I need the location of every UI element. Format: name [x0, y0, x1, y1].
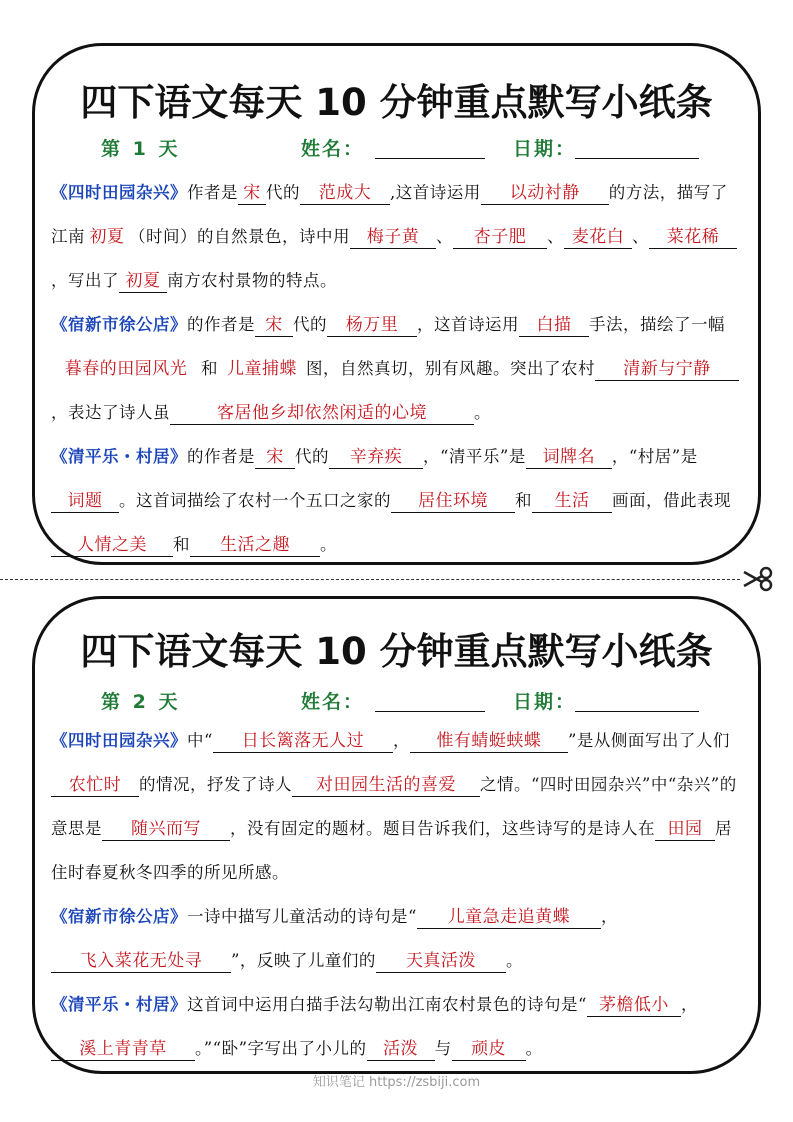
text: 和 [515, 491, 532, 510]
answer-blank[interactable]: 顽皮 [452, 1038, 526, 1061]
date-label: 日期： [513, 691, 577, 713]
answer-blank[interactable]: 人情之美 [51, 534, 173, 557]
text: ,这首诗运用 [390, 183, 481, 202]
answer-blank[interactable]: 茅檐低小 [587, 994, 681, 1017]
text: ， [680, 995, 698, 1014]
name-field[interactable] [375, 687, 485, 712]
text: 、 [632, 227, 649, 246]
answer-blank[interactable]: 儿童捕蝶 [227, 359, 297, 379]
text: 居住时春夏秋冬四季的所见所感。 [51, 819, 732, 882]
text: 和 [201, 359, 218, 378]
card-title: 四下语文每天 10 分钟重点默写小纸条 [80, 81, 713, 124]
poem-title: 《四时田园杂兴》 [51, 183, 187, 202]
answer-blank[interactable]: 暮春的田园风光 [64, 359, 188, 379]
scissors-icon [742, 566, 774, 592]
answer-blank[interactable]: 词牌名 [526, 446, 612, 469]
text: 。 [525, 1039, 543, 1058]
answer-blank[interactable]: 对田园生活的喜爱 [292, 774, 480, 797]
answer-blank[interactable]: 梅子黄 [350, 226, 436, 249]
text: ， [600, 907, 618, 926]
answer-blank[interactable]: 杏子肥 [453, 226, 547, 249]
text: 。 [320, 535, 337, 554]
answer-blank[interactable]: 居住环境 [391, 490, 515, 513]
poem-title: 《四时田园杂兴》 [51, 731, 187, 750]
text: 中“ [187, 731, 213, 750]
answer-blank[interactable]: 溪上青青草 [51, 1038, 195, 1061]
answer-blank[interactable]: 田园 [655, 818, 715, 841]
answer-blank[interactable]: 生活 [532, 490, 612, 513]
answer-blank[interactable]: 初夏 [119, 270, 167, 293]
text: （时间）的自然景色，诗中用 [129, 227, 350, 246]
text: 和 [173, 535, 190, 554]
text: 南方农村景物的特点。 [167, 271, 337, 290]
answer-blank[interactable]: 麦花白 [564, 226, 632, 249]
answer-blank[interactable]: 词题 [51, 490, 119, 513]
text: 代的 [266, 183, 300, 202]
answer-blank[interactable]: 活泼 [367, 1038, 435, 1061]
dictation-card-day-1 [32, 43, 761, 565]
poem-title: 《宿新市徐公店》 [51, 907, 187, 926]
text: 作者是 [187, 183, 238, 202]
poem-title: 《清平乐・村居》 [51, 447, 187, 466]
card-header [35, 134, 758, 164]
card-body [51, 719, 744, 1071]
text: 。”“卧”字写出了小儿的 [195, 1039, 367, 1058]
text: 的情况，抒发了诗人 [139, 775, 292, 794]
answer-blank[interactable]: 范成大 [300, 182, 390, 205]
text: ， [392, 731, 410, 750]
text: ，没有固定的题材。题目告诉我们，这些诗写的是诗人在 [230, 819, 655, 838]
answer-blank[interactable]: 生活之趣 [190, 534, 320, 557]
day-label: 第 2 天 [101, 691, 181, 713]
poem-title: 《宿新市徐公店》 [51, 315, 187, 334]
answer-blank[interactable]: 飞入菜花无处寻 [51, 950, 231, 973]
name-label: 姓名： [301, 138, 365, 160]
card-header [35, 687, 758, 717]
text: 的作者是 [187, 447, 255, 466]
text: 、 [547, 227, 564, 246]
answer-blank[interactable]: 辛弃疾 [329, 446, 423, 469]
paragraph-poem-3 [51, 435, 744, 567]
text: ，“清平乐”是 [423, 447, 526, 466]
answer-blank[interactable]: 菜花稀 [649, 226, 737, 249]
answer-blank[interactable]: 宋 [255, 314, 293, 337]
paragraph-poem-1 [51, 171, 744, 303]
text: 这首词中运用白描手法勾勒出江南农村景色的诗句是“ [187, 995, 587, 1014]
answer-blank[interactable]: 天真活泼 [376, 950, 506, 973]
answer-blank[interactable]: 儿童急走追黄蝶 [417, 906, 601, 929]
text: 手法，描绘了一幅 [589, 315, 725, 334]
text: 图，自然真切，别有风趣。突出了农村 [306, 359, 595, 378]
answer-blank[interactable]: 宋 [255, 446, 295, 469]
name-label: 姓名： [301, 691, 365, 713]
text: 代的 [293, 315, 327, 334]
card-body [51, 171, 744, 567]
answer-blank[interactable]: 惟有蜻蜓蛱蝶 [410, 730, 568, 753]
dictation-card-day-2 [32, 596, 761, 1074]
answer-blank[interactable]: 客居他乡却依然闲适的心境 [170, 402, 474, 425]
answer-blank[interactable]: 随兴而写 [102, 818, 230, 841]
text: ，写出了 [51, 271, 119, 290]
paragraph-poem-1 [51, 719, 744, 895]
paragraph-poem-2 [51, 895, 744, 983]
paragraph-poem-3 [51, 983, 744, 1071]
answer-blank[interactable]: 初夏 [89, 227, 125, 247]
date-label: 日期： [513, 138, 577, 160]
text: 画面，借此表现 [612, 491, 731, 510]
name-field[interactable] [375, 134, 485, 159]
text: 的作者是 [187, 315, 255, 334]
answer-blank[interactable]: 杨万里 [327, 314, 417, 337]
cut-line [0, 579, 740, 580]
answer-blank[interactable]: 日长篱落无人过 [213, 730, 393, 753]
text: 。这首词描绘了农村一个五口之家的 [119, 491, 391, 510]
text: 、 [436, 227, 453, 246]
text: 的方法，描写了江南 [51, 183, 728, 246]
text: 一诗中描写儿童活动的诗句是“ [187, 907, 417, 926]
answer-blank[interactable]: 宋 [238, 182, 266, 205]
answer-blank[interactable]: 农忙时 [51, 774, 139, 797]
text: 。 [474, 403, 491, 422]
text: ，表达了诗人虽 [51, 403, 170, 422]
text: ”，反映了儿童们的 [231, 951, 376, 970]
text: 。 [505, 951, 523, 970]
paragraph-poem-2 [51, 303, 744, 435]
text: ，“村居”是 [611, 447, 698, 466]
answer-blank[interactable]: 白描 [519, 314, 589, 337]
card-title: 四下语文每天 10 分钟重点默写小纸条 [80, 630, 713, 673]
watermark: 知识笔记 https://zsbiji.com [312, 1075, 481, 1090]
text: ”是从侧面写出了人们 [567, 731, 730, 750]
text: ，这首诗运用 [417, 315, 519, 334]
poem-title: 《清平乐・村居》 [51, 995, 187, 1014]
text: 与 [434, 1039, 452, 1058]
text: 代的 [295, 447, 329, 466]
date-field[interactable] [575, 687, 699, 712]
answer-blank[interactable]: 清新与宁静 [595, 358, 739, 381]
answer-blank[interactable]: 以动衬静 [481, 182, 609, 205]
day-label: 第 1 天 [101, 138, 181, 160]
date-field[interactable] [575, 134, 699, 159]
text: 之情。“四时田园杂兴”中“杂兴”的意思是 [51, 775, 737, 838]
